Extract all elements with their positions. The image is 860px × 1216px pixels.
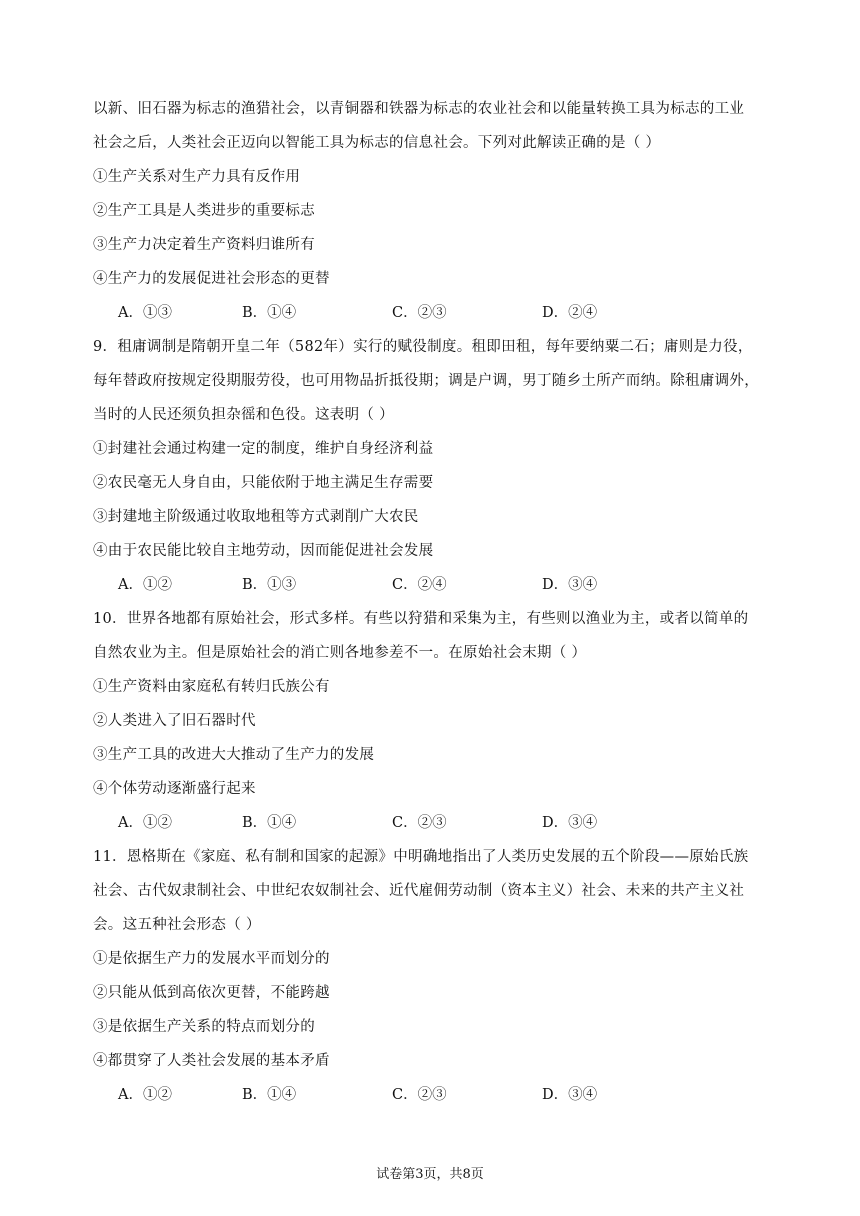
choice-c[interactable]: C．②③ (392, 1087, 447, 1103)
choice-a[interactable]: A．①② (118, 577, 172, 593)
choice-c[interactable]: C．②③ (392, 305, 447, 321)
option-statement: ②生产工具是人类进步的重要标志 (93, 203, 315, 219)
option-statement: ②农民毫无人身自由，只能依附于地主满足生存需要 (93, 475, 434, 491)
choice-c[interactable]: C．②③ (392, 815, 447, 831)
answer-choices (118, 813, 798, 833)
answer-choices (118, 303, 798, 323)
option-statement: ④由于农民能比较自主地劳动，因而能促进社会发展 (93, 543, 434, 559)
option-statement: ①是依据生产力的发展水平而划分的 (93, 951, 330, 967)
option-statement: ④都贯穿了人类社会发展的基本矛盾 (93, 1053, 330, 1069)
choice-d[interactable]: D．③④ (542, 1087, 598, 1103)
choice-d[interactable]: D．③④ (542, 815, 598, 831)
choice-d[interactable]: D．②④ (542, 305, 598, 321)
option-statement: ②只能从低到高依次更替，不能跨越 (93, 985, 330, 1001)
choice-d[interactable]: D．③④ (542, 577, 598, 593)
option-statement: ①生产关系对生产力具有反作用 (93, 169, 301, 185)
option-statement: ②人类进入了旧石器时代 (93, 713, 256, 729)
question-stem-line: 社会之后，人类社会正迈向以智能工具为标志的信息社会。下列对此解读正确的是（ ） (93, 135, 661, 151)
choice-b[interactable]: B．①④ (242, 1087, 297, 1103)
option-statement: ①生产资料由家庭私有转归氏族公有 (93, 679, 330, 695)
option-statement: ④个体劳动逐渐盛行起来 (93, 781, 256, 797)
option-statement: ③生产工具的改进大大推动了生产力的发展 (93, 747, 375, 763)
choice-b[interactable]: B．①④ (242, 305, 297, 321)
question-11-stem: 会。这五种社会形态（ ） (93, 917, 261, 933)
option-statement: ③生产力决定着生产资料归谁所有 (93, 237, 315, 253)
choice-b[interactable]: B．①④ (242, 815, 297, 831)
choice-a[interactable]: A．①② (118, 1087, 172, 1103)
choice-b[interactable]: B．①③ (242, 577, 297, 593)
choice-c[interactable]: C．②④ (392, 577, 447, 593)
answer-choices (118, 1085, 798, 1105)
option-statement: ③封建地主阶级通过收取地租等方式剥削广大农民 (93, 509, 419, 525)
question-10-stem: 10．世界各地都有原始社会，形式多样。有些以狩猎和采集为主，有些则以渔业为主，或者以简单的 (93, 611, 749, 627)
question-11-stem: 社会、古代奴隶制社会、中世纪农奴制社会、近代雇佣劳动制（资本主义）社会、未来的共产主义社 (93, 883, 745, 899)
question-9-stem: 每年替政府按规定役期服劳役，也可用物品折抵役期；调是户调，男丁随乡土所产而纳。除租庸调外， (93, 373, 759, 389)
option-statement: ①封建社会通过构建一定的制度，维护自身经济利益 (93, 441, 434, 457)
option-statement: ④生产力的发展促进社会形态的更替 (93, 271, 330, 287)
question-10-stem: 自然农业为主。但是原始社会的消亡则各地参差不一。在原始社会末期（ ） (93, 645, 587, 661)
question-11-stem: 11．恩格斯在《家庭、私有制和国家的起源》中明确地指出了人类历史发展的五个阶段——原始氏族 (93, 849, 749, 865)
question-9-stem: 9．租庸调制是隋朝开皇二年（582年）实行的赋役制度。租即田租，每年要纳粟二石；庸则是力役， (93, 339, 753, 355)
option-statement: ③是依据生产关系的特点而划分的 (93, 1019, 315, 1035)
choice-a[interactable]: A．①③ (118, 305, 172, 321)
page-footer: 试卷第3页，共8页 (376, 1167, 484, 1182)
question-9-stem: 当时的人民还须负担杂徭和色役。这表明（ ） (93, 407, 394, 423)
answer-choices (118, 575, 798, 595)
question-stem-line: 以新、旧石器为标志的渔猎社会，以青铜器和铁器为标志的农业社会和以能量转换工具为标志的工业 (93, 101, 745, 117)
choice-a[interactable]: A．①② (118, 815, 172, 831)
